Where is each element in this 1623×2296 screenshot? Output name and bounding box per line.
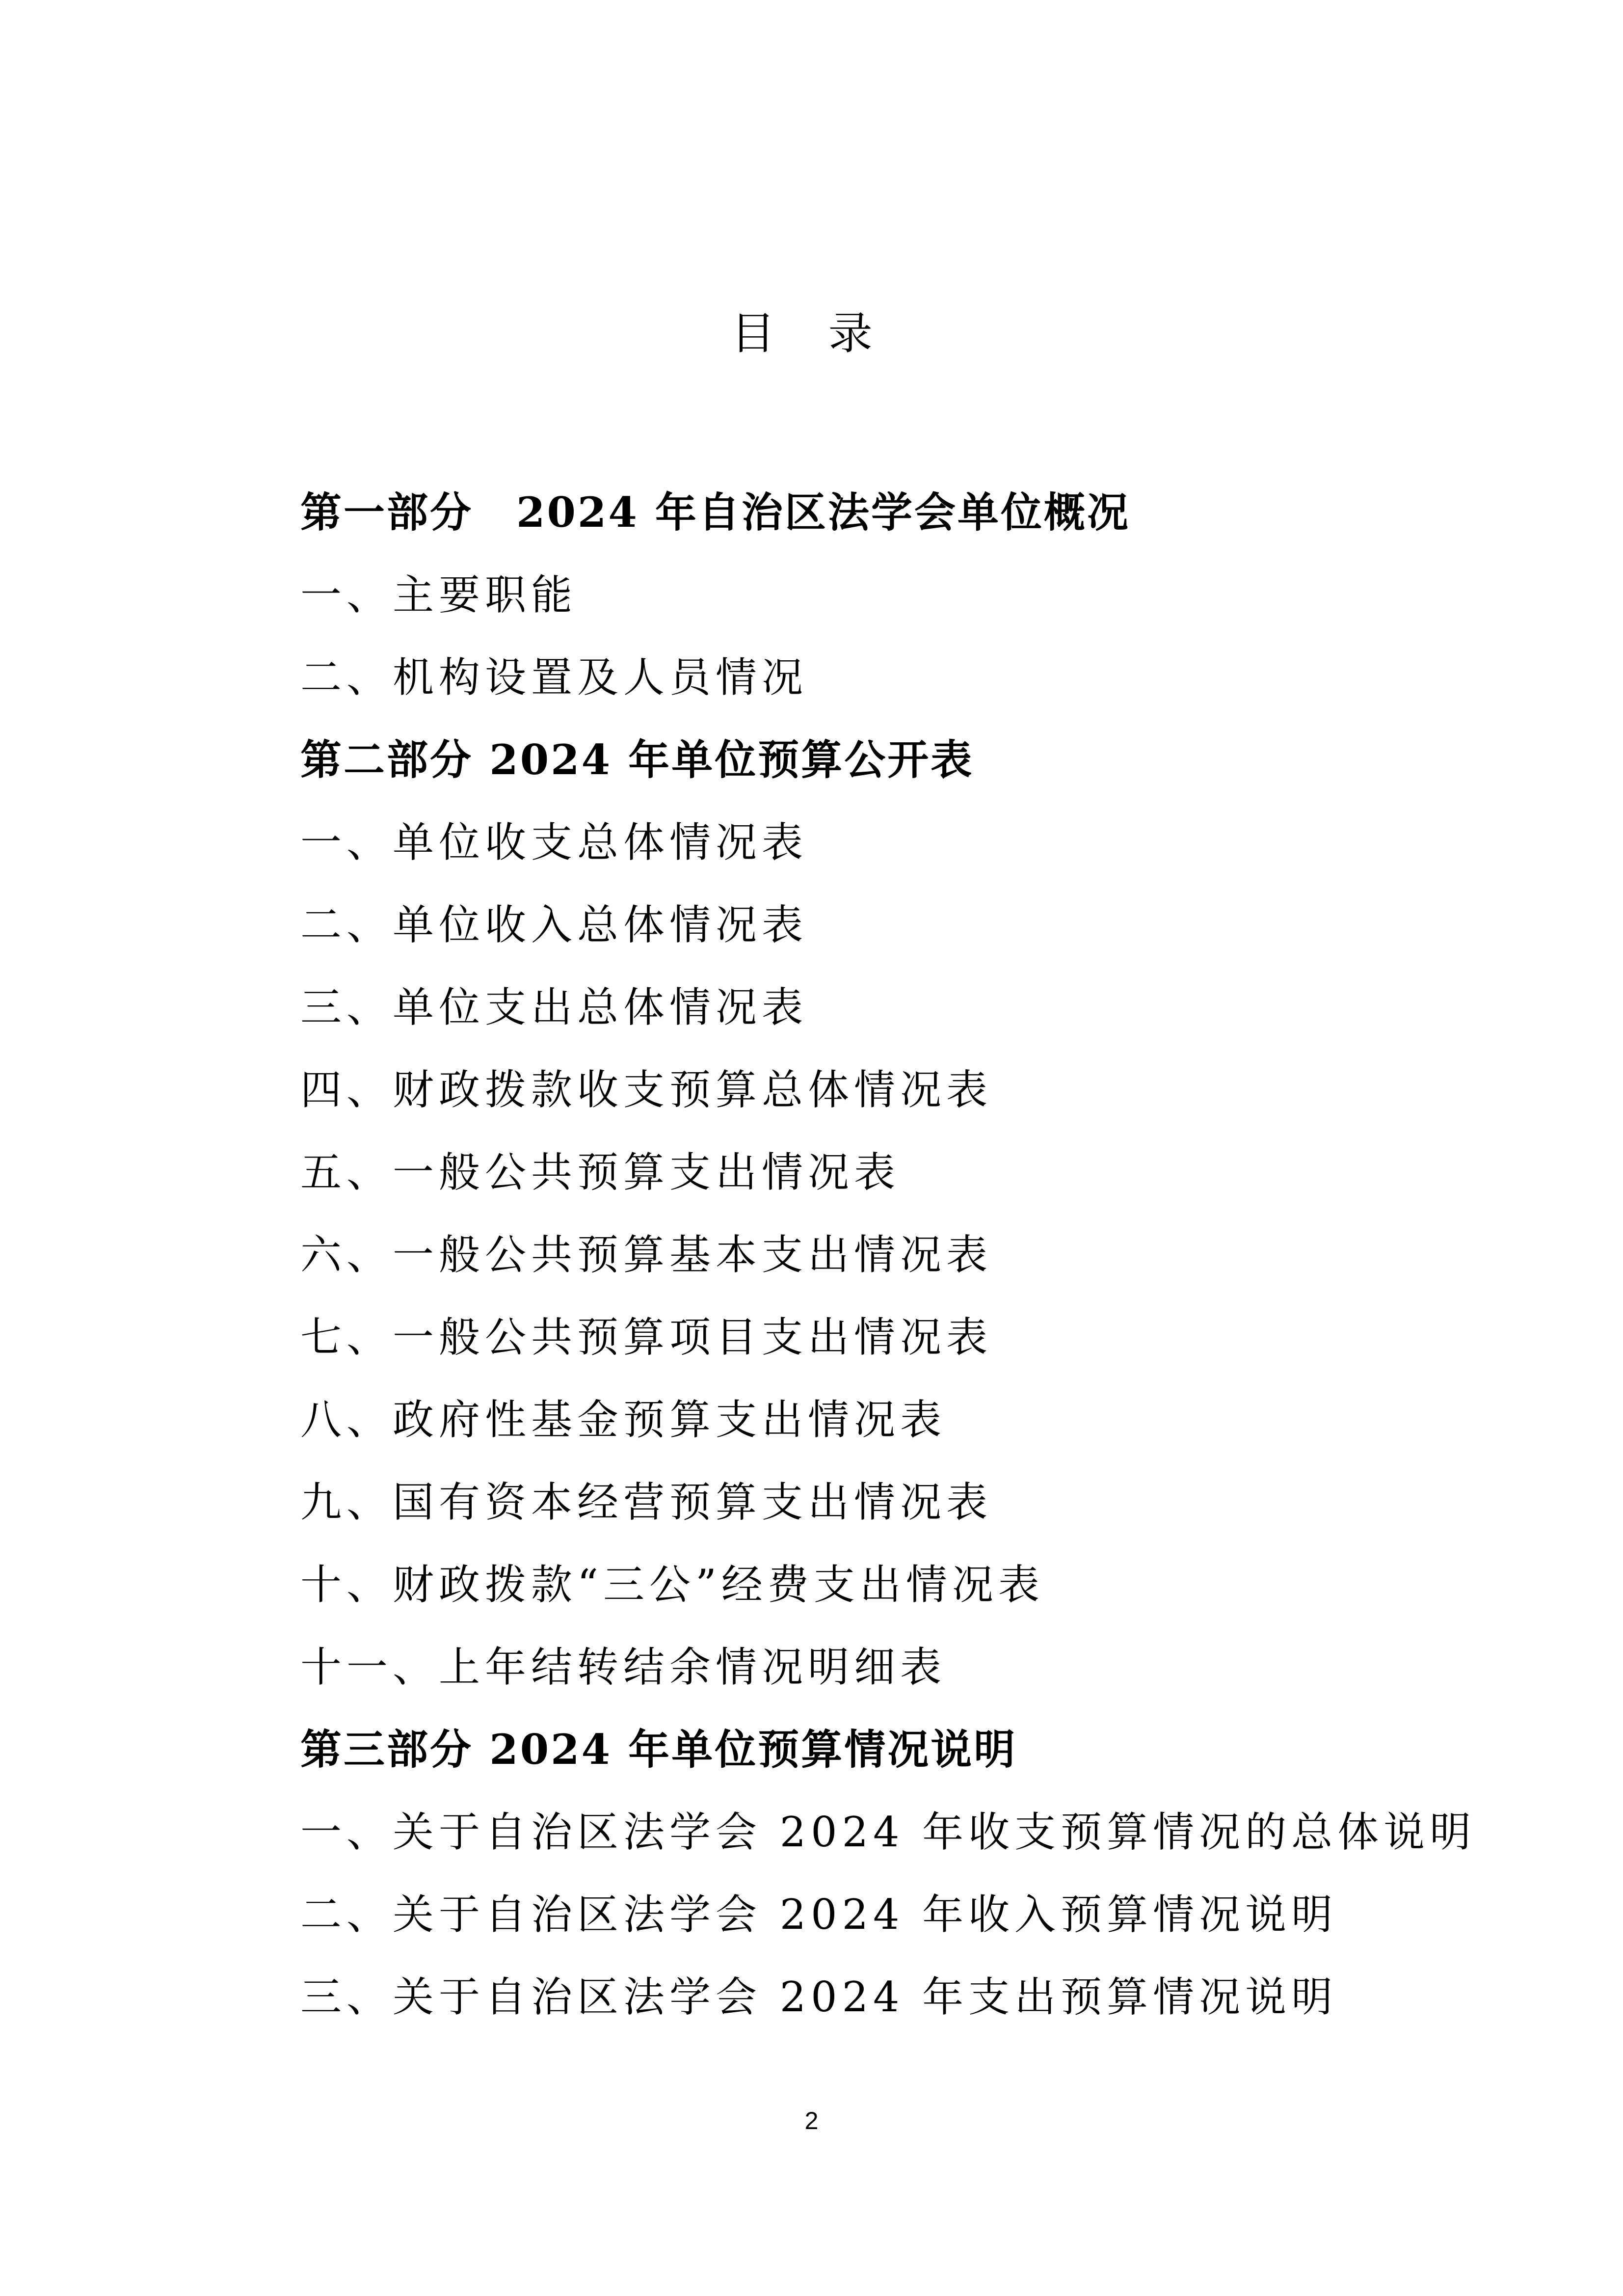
toc-item: 十、财政拨款“三公”经费支出情况表 [300, 1561, 1044, 1609]
page-number: 2 [804, 2107, 819, 2134]
page-title: 目 录 [731, 308, 892, 359]
toc-item: 八、政府性基金预算支出情况表 [300, 1396, 947, 1444]
toc-item: 三、关于自治区法学会 2024 年支出预算情况说明 [300, 1973, 1338, 2021]
toc-item: 二、机构设置及人员情况 [300, 653, 808, 702]
toc-item: 三、单位支出总体情况表 [300, 983, 808, 1031]
toc-part-1: 第一部分 2024 年自治区法学会单位概况 [300, 488, 1131, 537]
toc-item: 九、国有资本经营预算支出情况表 [300, 1478, 993, 1526]
toc-item: 七、一般公共预算项目支出情况表 [300, 1313, 993, 1361]
table-of-contents [300, 471, 1576, 2038]
toc-item: 五、一般公共预算支出情况表 [300, 1148, 901, 1196]
toc-item: 一、主要职能 [300, 571, 578, 619]
toc-item: 一、单位收支总体情况表 [300, 818, 808, 866]
toc-item: 四、财政拨款收支预算总体情况表 [300, 1066, 993, 1114]
toc-item: 一、关于自治区法学会 2024 年收支预算情况的总体说明 [300, 1808, 1476, 1856]
toc-item: 十一、上年结转结余情况明细表 [300, 1643, 947, 1691]
toc-part-3: 第三部分 2024 年单位预算情况说明 [300, 1725, 1017, 1774]
toc-item: 二、单位收入总体情况表 [300, 901, 808, 949]
toc-item: 二、关于自治区法学会 2024 年收入预算情况说明 [300, 1891, 1338, 1939]
toc-item: 六、一般公共预算基本支出情况表 [300, 1231, 993, 1279]
toc-part-2: 第二部分 2024 年单位预算公开表 [300, 735, 974, 784]
